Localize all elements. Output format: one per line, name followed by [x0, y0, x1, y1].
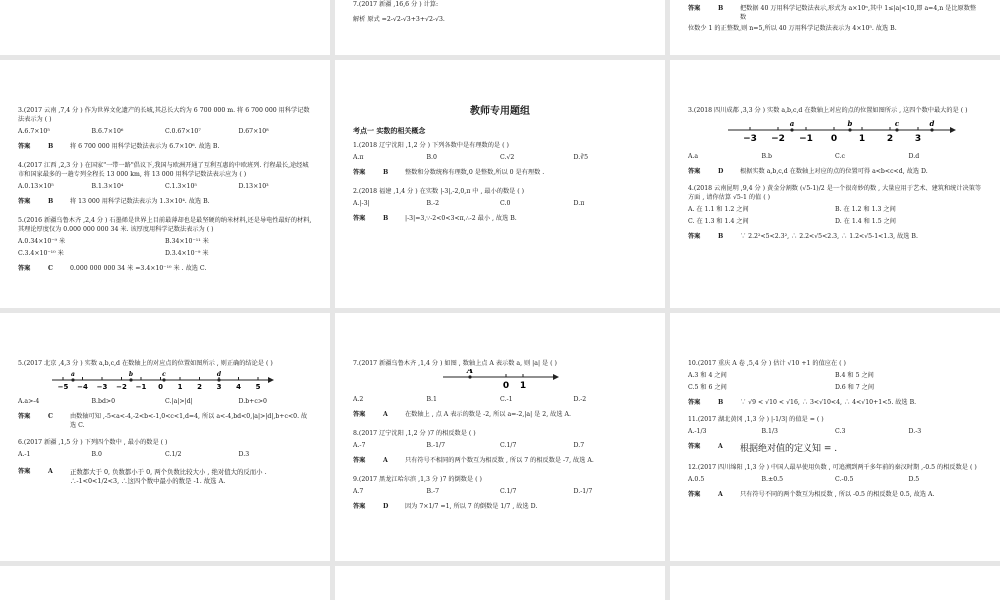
point-label: d [216, 370, 222, 378]
point-label: A [466, 368, 474, 375]
options [18, 183, 312, 192]
slide-p3 [670, 60, 1000, 308]
slide-top-mid [335, 0, 665, 55]
answer-explanation: 整数和分数统称有理数,0 是整数,所以 0 是有理数 . [405, 168, 545, 176]
options [18, 250, 312, 259]
question-text: 7.(2017 新疆 ,16,6 分 ) 计算: [353, 1, 439, 8]
option-c: C.3 [835, 427, 846, 435]
answer-explanation: 只有符号不相同的两个数互为相反数 , 所以 7 的相反数是 -7, 故选 A. [405, 456, 594, 464]
question-1: 1.(2018 辽宁沈阳 ,1,2 分 ) 下列各数中是有理数的是 ( ) [353, 141, 509, 149]
option-d: D.3 [238, 450, 250, 458]
option-b: B.1 [426, 395, 437, 403]
option-c: C.1/7 [500, 487, 517, 495]
option-c: C.5 和 6 之间 [688, 383, 727, 391]
tick-label: −3 [96, 382, 108, 391]
option-a: A.|-3| [353, 199, 370, 207]
solution-text: 解析 原式 =2-√2-√3+3+√2-√3. [353, 15, 445, 23]
slide-top-right [670, 0, 1000, 55]
answer-row [353, 411, 647, 420]
point-b [129, 378, 132, 381]
number-line-svg [18, 369, 312, 395]
question-2: 2.(2018 福建 ,1,4 分 ) 在实数 |-3|,-2,0,π 中 , 最小的数是 ( ) [353, 187, 525, 195]
tick-label: 3 [914, 133, 922, 144]
answer-value: C [48, 264, 53, 272]
point-label: b [847, 118, 853, 128]
question-4: 4.(2017 江西 ,2,3 分 ) 在国家"一带一路"倡议下,我国与欧洲开通了互利互惠的中欧班列. 行程最长,途经城市和国家最多的一趟专列全程长 13 000 km, 将 13 000 用科学记数法表示应为 ( ) [18, 161, 309, 178]
tick-label: −1 [799, 133, 813, 144]
option-d: D.13×10³ [238, 182, 269, 190]
answer-explanation: 根据实数 a,b,c,d 在数轴上对应的点的位置可得 a<b<c<d, 故选 D. [740, 167, 928, 175]
answer-row [353, 215, 647, 224]
answer-value: C [48, 412, 53, 420]
option-d: D.6 和 7 之间 [835, 383, 875, 391]
tick-label: −2 [771, 133, 785, 144]
option-a: A.0.13×10⁵ [18, 182, 54, 190]
tick-label: 3 [216, 382, 222, 391]
question-3: 3.(2017 云南 ,7,4 分 ) 作为世界文化遗产的长城,其总长大约为 6 700 000 m. 将 6 700 000 用科学记数法表示为 ( ) [18, 107, 310, 123]
answer-explanation: 只有符号不同的两个数互为相反数 , 所以 -0.5 的相反数是 0.5, 故选 A. [740, 490, 935, 498]
answer-explanation: 由数轴可知 ,-5<a<-4,-2<b<-1,0<c<1,d=4, 所以 a<-4,bd<0,|a|>|d|,b+c<0. 故选 C. [70, 412, 308, 429]
option-c: C.c [835, 152, 845, 160]
options [688, 218, 982, 227]
options [688, 476, 982, 485]
answer-row [688, 233, 982, 242]
options [688, 372, 982, 381]
point-label: b [128, 370, 134, 378]
option-d: D.3.4×10⁻⁹ 米 [165, 249, 209, 257]
option-c: C.1.3×10⁵ [165, 182, 197, 190]
option-a: A.0.34×10⁻⁹ 米 [18, 237, 66, 245]
option-b: B.4 和 5 之间 [835, 371, 874, 379]
option-c: C.√2 [500, 153, 515, 161]
tick-label: 4 [236, 382, 241, 391]
number-line [688, 116, 982, 150]
options [688, 428, 982, 437]
option-b: B.1/3 [761, 427, 778, 435]
question-8: 8.(2017 辽宁沈阳 ,1,2 分 )7 的相反数是 ( ) [353, 429, 476, 437]
tick-label: 0 [158, 382, 163, 391]
answer-value: D [718, 167, 724, 175]
options [353, 154, 647, 163]
answer-label: 答案 [688, 232, 701, 240]
tick-label: 0 [502, 380, 510, 391]
option-d: D.7 [573, 441, 585, 449]
answer-label: 答案 [353, 168, 366, 176]
axis-arrow [950, 127, 956, 133]
option-b: B.6.7×10⁶ [91, 127, 124, 135]
answer-row [688, 399, 982, 408]
answer-value: B [718, 5, 724, 12]
answer-explanation-cont: 位数少 1 的正整数,则 n=5,所以 40 万用科学记数法表示为 4×10⁵. 故选 B. [688, 24, 897, 32]
answer-explanation: 将 13 000 用科学记数法表示为 1.3×10⁴. 故选 B. [70, 197, 210, 205]
answer-value: A [48, 467, 53, 475]
slide-bottom-right [670, 566, 1000, 600]
point-d [930, 128, 933, 131]
answer-label: 答案 [18, 197, 31, 205]
answer-value: B [718, 398, 724, 406]
answer-value: D [383, 502, 389, 510]
question-5: 5.(2016 新疆乌鲁木齐 ,2,4 分 ) 石墨烯是世界上目前最薄却也是最坚硬的纳米材料,还是导电性最好的材料,其理论厚度仅为 0.000 000 000 34 米. 该厚度用科学记数法表示为 ( ) [18, 216, 312, 233]
axis-arrow [268, 377, 274, 383]
point-d [217, 378, 220, 381]
options [353, 200, 647, 209]
option-d: D.b+c>0 [238, 397, 267, 405]
answer-label: 答案 [18, 142, 31, 150]
question-7: 7.(2017 新疆乌鲁木齐 ,1,4 分 ) 如图 , 数轴上点 A 表示数 a, 则 |a| 是 ( ) [353, 360, 557, 367]
option-b: B.b [761, 152, 772, 160]
tick-label: −3 [743, 133, 757, 144]
option-b: B.bd>0 [91, 397, 116, 405]
answer-explanation: 因为 7×1/7 =1, 所以 7 的倒数是 1/7 , 故选 D. [405, 502, 538, 510]
answer-value: B [383, 168, 389, 176]
section-heading: 考点一 实数的相关概念 [353, 125, 426, 135]
option-d: D.-3 [908, 427, 922, 435]
option-c: C.0.67×10⁷ [165, 127, 201, 135]
option-a: A.7 [353, 487, 364, 495]
option-a: A.2 [353, 395, 364, 403]
question-5: 5.(2017 北京 ,4,3 分 ) 实数 a,b,c,d 在数轴上的对应点的位置如图所示 , 则正确的结论是 ( ) [18, 360, 273, 367]
answer-label: 答案 [688, 167, 701, 175]
answer-value: B [383, 214, 389, 222]
point-c [162, 378, 165, 381]
option-c: C.-1 [500, 395, 513, 403]
answer-label: 答案 [353, 214, 366, 222]
option-d: D.-2 [573, 395, 587, 403]
point-a [790, 128, 793, 131]
option-b: B.0 [91, 450, 102, 458]
answer-explanation: 在数轴上 , 点 A 表示的数是 -2, 所以 a=-2,|a| 是 2, 故选 A. [405, 410, 571, 418]
option-d: D.5 [908, 475, 920, 483]
option-a: A. 在 1.1 和 1.2 之间 [688, 205, 749, 213]
option-a: A.-1/3 [688, 427, 707, 435]
point-a [71, 378, 74, 381]
option-c: C.1/2 [165, 450, 182, 458]
options [688, 206, 982, 215]
option-b: B.0 [426, 153, 437, 161]
tick-label: −1 [135, 382, 147, 391]
point-b [848, 128, 851, 131]
option-d: D. 在 1.4 和 1.5 之间 [835, 217, 896, 225]
answer-explanation: 正数都大于 0, 负数都小于 0, 两个负数比较大小 , 绝对值大的反而小 . ∴-1<0<1/2<3, ∴这四个数中最小的数是 -1. 故选 A. [70, 467, 267, 486]
options [353, 396, 647, 405]
answer-value: A [718, 442, 723, 450]
slide-p4 [0, 313, 330, 561]
answer-label: 答案 [353, 456, 366, 464]
answer-row [688, 5, 982, 23]
options [353, 442, 647, 451]
option-d: D.d [908, 152, 920, 160]
options [18, 238, 312, 247]
question-11: 11.(2017 湖北黄冈 ,1,3 分 ) |-1/3| 的值是 = ( ) [688, 415, 824, 423]
page-title: 教师专用题组 [470, 106, 530, 117]
answer-value: B [718, 232, 724, 240]
point-label: d [929, 118, 935, 128]
slide-p6 [670, 313, 1000, 561]
option-d: D.67×10⁸ [238, 127, 269, 135]
answer-label: 答案 [18, 467, 31, 475]
option-b: B.34×10⁻¹¹ 米 [165, 237, 209, 245]
slide-p5 [335, 313, 665, 561]
answer-row [353, 169, 647, 178]
tick-label: 2 [197, 382, 202, 391]
options [688, 384, 982, 393]
slide-bottom-left [0, 566, 330, 600]
number-line-svg [353, 369, 647, 393]
question-6: 6.(2017 新疆 ,1,5 分 ) 下列四个数中 , 最小的数是 ( ) [18, 438, 168, 446]
answer-row [688, 168, 982, 177]
tick-label: 5 [255, 382, 261, 391]
answer-explanation: 将 6 700 000 用科学记数法表示为 6.7×10⁶. 故选 B. [70, 142, 220, 150]
question-10: 10.(2017 重庆 A 卷 ,5,4 分 ) 估计 √10 +1 的值应在 ( ) [688, 360, 846, 367]
answer-explanation: 把数据 40 万用科学记数法表示,形式为 a×10ⁿ,其中 1≤|a|<10,即 a=4,n 是比原数整数 [740, 5, 977, 21]
option-b: B.-2 [426, 199, 440, 207]
option-d: D.∛5 [573, 153, 589, 161]
answer-value: A [383, 456, 388, 464]
tick-label: 0 [830, 133, 838, 144]
option-c: C. 在 1.3 和 1.4 之间 [688, 217, 749, 225]
number-line [18, 369, 312, 395]
answer-label: 答案 [18, 264, 31, 272]
option-c: C.|a|>|d| [165, 397, 193, 405]
answer-row [688, 491, 982, 500]
tick-label: 1 [519, 380, 527, 391]
answer-explanation: ∵ √9 < √10 < √16, ∴ 3<√10<4, ∴ 4<√10+1<5. 故选 B. [740, 398, 917, 406]
answer-row [688, 443, 982, 456]
option-b: B. 在 1.2 和 1.3 之间 [835, 205, 896, 213]
slide-top-left [0, 0, 330, 55]
options [18, 398, 312, 407]
number-line-svg [688, 116, 982, 150]
tick-label: 1 [177, 382, 183, 391]
tick-label: −5 [57, 382, 69, 391]
point-label: c [894, 118, 900, 128]
point-label: c [162, 370, 166, 378]
answer-value: A [383, 410, 388, 418]
option-d: D.-1/7 [573, 487, 593, 495]
option-a: A.-1 [18, 450, 31, 458]
option-a: A.a>-4 [18, 397, 40, 405]
point-label: a [789, 118, 795, 128]
option-b: B.±0.5 [761, 475, 784, 483]
option-a: A.π [353, 153, 364, 161]
axis-arrow [553, 374, 559, 380]
answer-explanation: ∵ 2.2²<5<2.3², ∴ 2.2<√5<2.3, ∴ 1.2<√5-1<1.3, 故选 B. [740, 232, 918, 240]
answer-row [18, 198, 312, 207]
answer-label: 答案 [688, 490, 701, 498]
answer-row [18, 143, 312, 152]
answer-row [18, 468, 312, 487]
option-a: A.3 和 4 之间 [688, 371, 727, 379]
answer-row [353, 503, 647, 512]
option-c: C.1/7 [500, 441, 517, 449]
point-A [468, 375, 471, 378]
answer-row [353, 457, 647, 466]
slide-bottom-mid [335, 566, 665, 600]
answer-value: B [48, 142, 54, 150]
point-label: a [71, 370, 75, 378]
question-9: 9.(2017 黑龙江哈尔滨 ,1,3 分 )7 的倒数是 ( ) [353, 475, 482, 483]
answer-value: A [718, 490, 723, 498]
answer-label: 答案 [688, 442, 701, 450]
question-12: 12.(2017 四川绵阳 ,1,3 分 ) 中国人最早使用负数 , 可追溯到两千多年前的秦汉时期 ,-0.5 的相反数是 ( ) [688, 463, 977, 471]
answer-row [18, 413, 312, 431]
answer-explanation: |-3|=3,∵-2<0<3<π,∴-2 最小 , 故选 B. [405, 214, 517, 222]
option-a: A.6.7×10⁵ [18, 127, 50, 135]
options [18, 451, 312, 460]
option-a: A.-7 [353, 441, 366, 449]
options [353, 488, 647, 497]
question-3: 3.(2018 四川成都 ,3,3 分 ) 实数 a,b,c,d 在数轴上对应的点的位置如图所示 , 这四个数中最大的是 ( ) [688, 107, 968, 114]
tick-label: 1 [858, 133, 866, 144]
option-b: B.-7 [426, 487, 440, 495]
slide-p1 [0, 60, 330, 308]
answer-value: B [48, 197, 54, 205]
answer-label: 答案 [353, 502, 366, 510]
options [18, 128, 312, 137]
option-a: A.a [688, 152, 699, 160]
point-c [895, 128, 898, 131]
answer-label: 答案 [18, 412, 31, 420]
question-4: 4.(2018 云南昆明 ,9,4 分 ) 黄金分割数 (√5-1)/2 是一个很奇妙的数 , 大量应用于艺术、建筑和统计决策等方面 , 请你估算 √5-1 的值 ( ) [688, 184, 982, 201]
option-d: D.π [573, 199, 585, 207]
answer-label: 答案 [353, 410, 366, 418]
answer-row [18, 265, 312, 274]
answer-label: 答案 [688, 5, 701, 12]
tick-label: −2 [116, 382, 127, 391]
options [688, 153, 982, 162]
answer-explanation: 根据绝对值的定义知 = . [740, 443, 838, 454]
option-a: A.0.5 [688, 475, 705, 483]
answer-label: 答案 [688, 398, 701, 406]
slide-p2 [335, 60, 665, 308]
tick-label: 2 [886, 133, 894, 144]
option-c: C.0 [500, 199, 511, 207]
option-b: B.-1/7 [426, 441, 446, 449]
option-c: C.3.4×10⁻¹⁰ 米 [18, 249, 64, 257]
option-b: B.1.3×10⁴ [91, 182, 124, 190]
option-c: C.-0.5 [835, 475, 854, 483]
tick-label: −4 [77, 382, 88, 391]
answer-explanation: 0.000 000 000 34 米 =3.4×10⁻¹⁰ 米 . 故选 C. [70, 264, 207, 272]
number-line [353, 369, 647, 393]
